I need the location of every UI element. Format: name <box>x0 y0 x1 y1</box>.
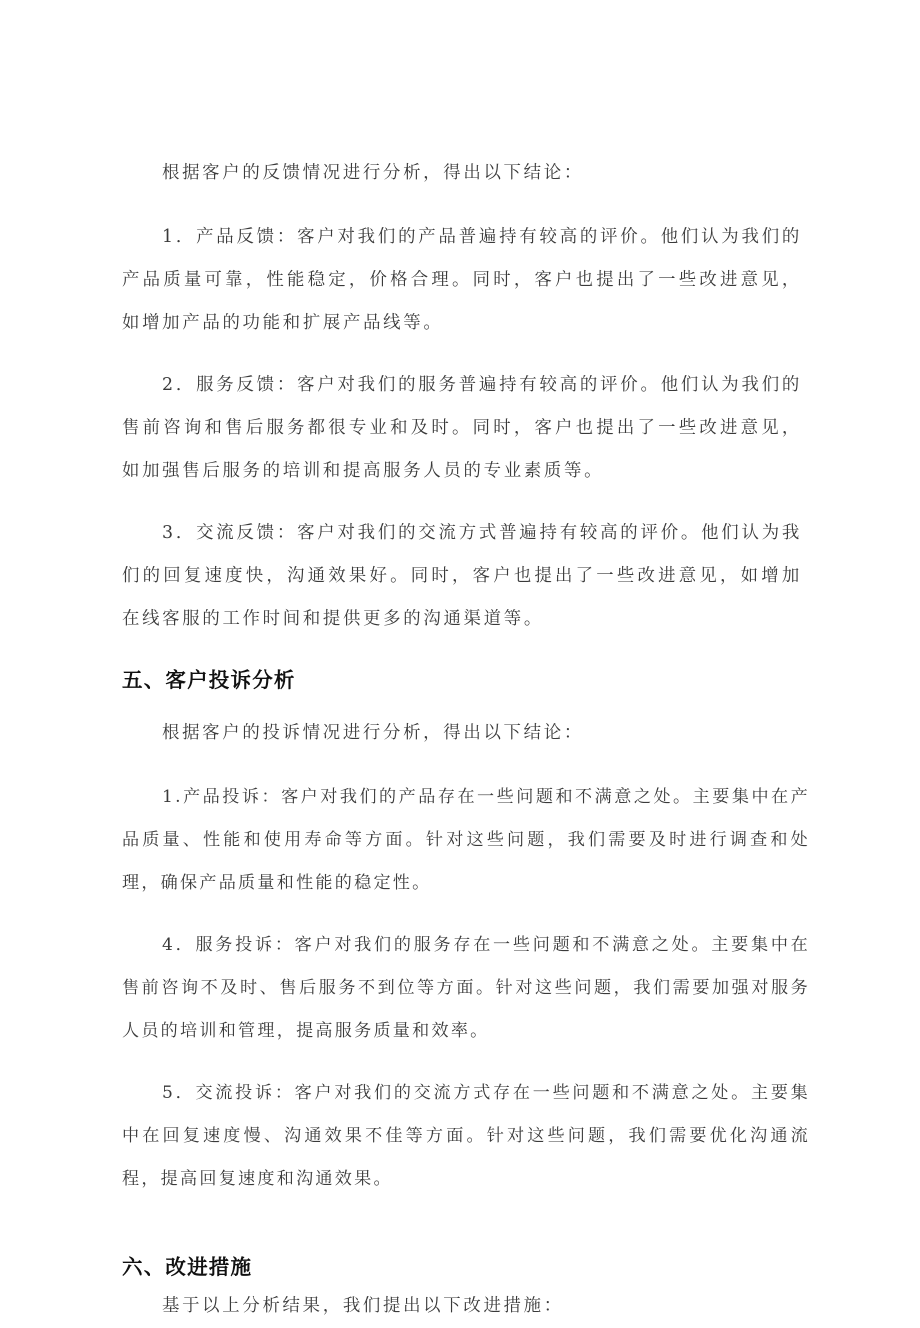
paragraph-complaint-item-1: 1.产品投诉：客户对我们的产品存在一些问题和不满意之处。主要集中在产品质量、性能和使用寿命等方面。针对这些问题，我们需要及时进行调查和处理，确保产品质量和性能的稳定性。 <box>122 787 810 893</box>
document-body <box>122 152 810 1328</box>
paragraph-feedback-intro: 根据客户的反馈情况进行分析，得出以下结论： <box>162 163 584 183</box>
heading-complaint-analysis: 五、客户投诉分析 <box>122 669 296 692</box>
paragraph-feedback-item-2: 2．服务反馈：客户对我们的服务普遍持有较高的评价。他们认为我们的售前咨询和售后服务都很专业和及时。同时，客户也提出了一些改进意见，如加强售后服务的培训和提高服务人员的专业素质等。 <box>122 375 802 481</box>
paragraph-complaint-item-4: 4．服务投诉：客户对我们的服务存在一些问题和不满意之处。主要集中在售前咨询不及时、售后服务不到位等方面。针对这些问题，我们需要加强对服务人员的培训和管理，提高服务质量和效率。 <box>122 935 810 1041</box>
paragraph-complaint-intro: 根据客户的投诉情况进行分析，得出以下结论： <box>162 723 584 743</box>
heading-improvement-measures: 六、改进措施 <box>122 1256 253 1279</box>
paragraph-feedback-item-3: 3．交流反馈：客户对我们的交流方式普遍持有较高的评价。他们认为我们的回复速度快，沟通效果好。同时，客户也提出了一些改进意见，如增加在线客服的工作时间和提供更多的沟通渠道等。 <box>122 523 802 629</box>
paragraph-feedback-item-1: 1．产品反馈：客户对我们的产品普遍持有较高的评价。他们认为我们的产品质量可靠，性能稳定，价格合理。同时，客户也提出了一些改进意见，如增加产品的功能和扩展产品线等。 <box>122 227 802 333</box>
paragraph-improvement-intro: 基于以上分析结果，我们提出以下改进措施： <box>162 1296 564 1316</box>
paragraph-complaint-item-5: 5．交流投诉：客户对我们的交流方式存在一些问题和不满意之处。主要集中在回复速度慢、沟通效果不佳等方面。针对这些问题，我们需要优化沟通流程，提高回复速度和沟通效果。 <box>122 1083 810 1189</box>
